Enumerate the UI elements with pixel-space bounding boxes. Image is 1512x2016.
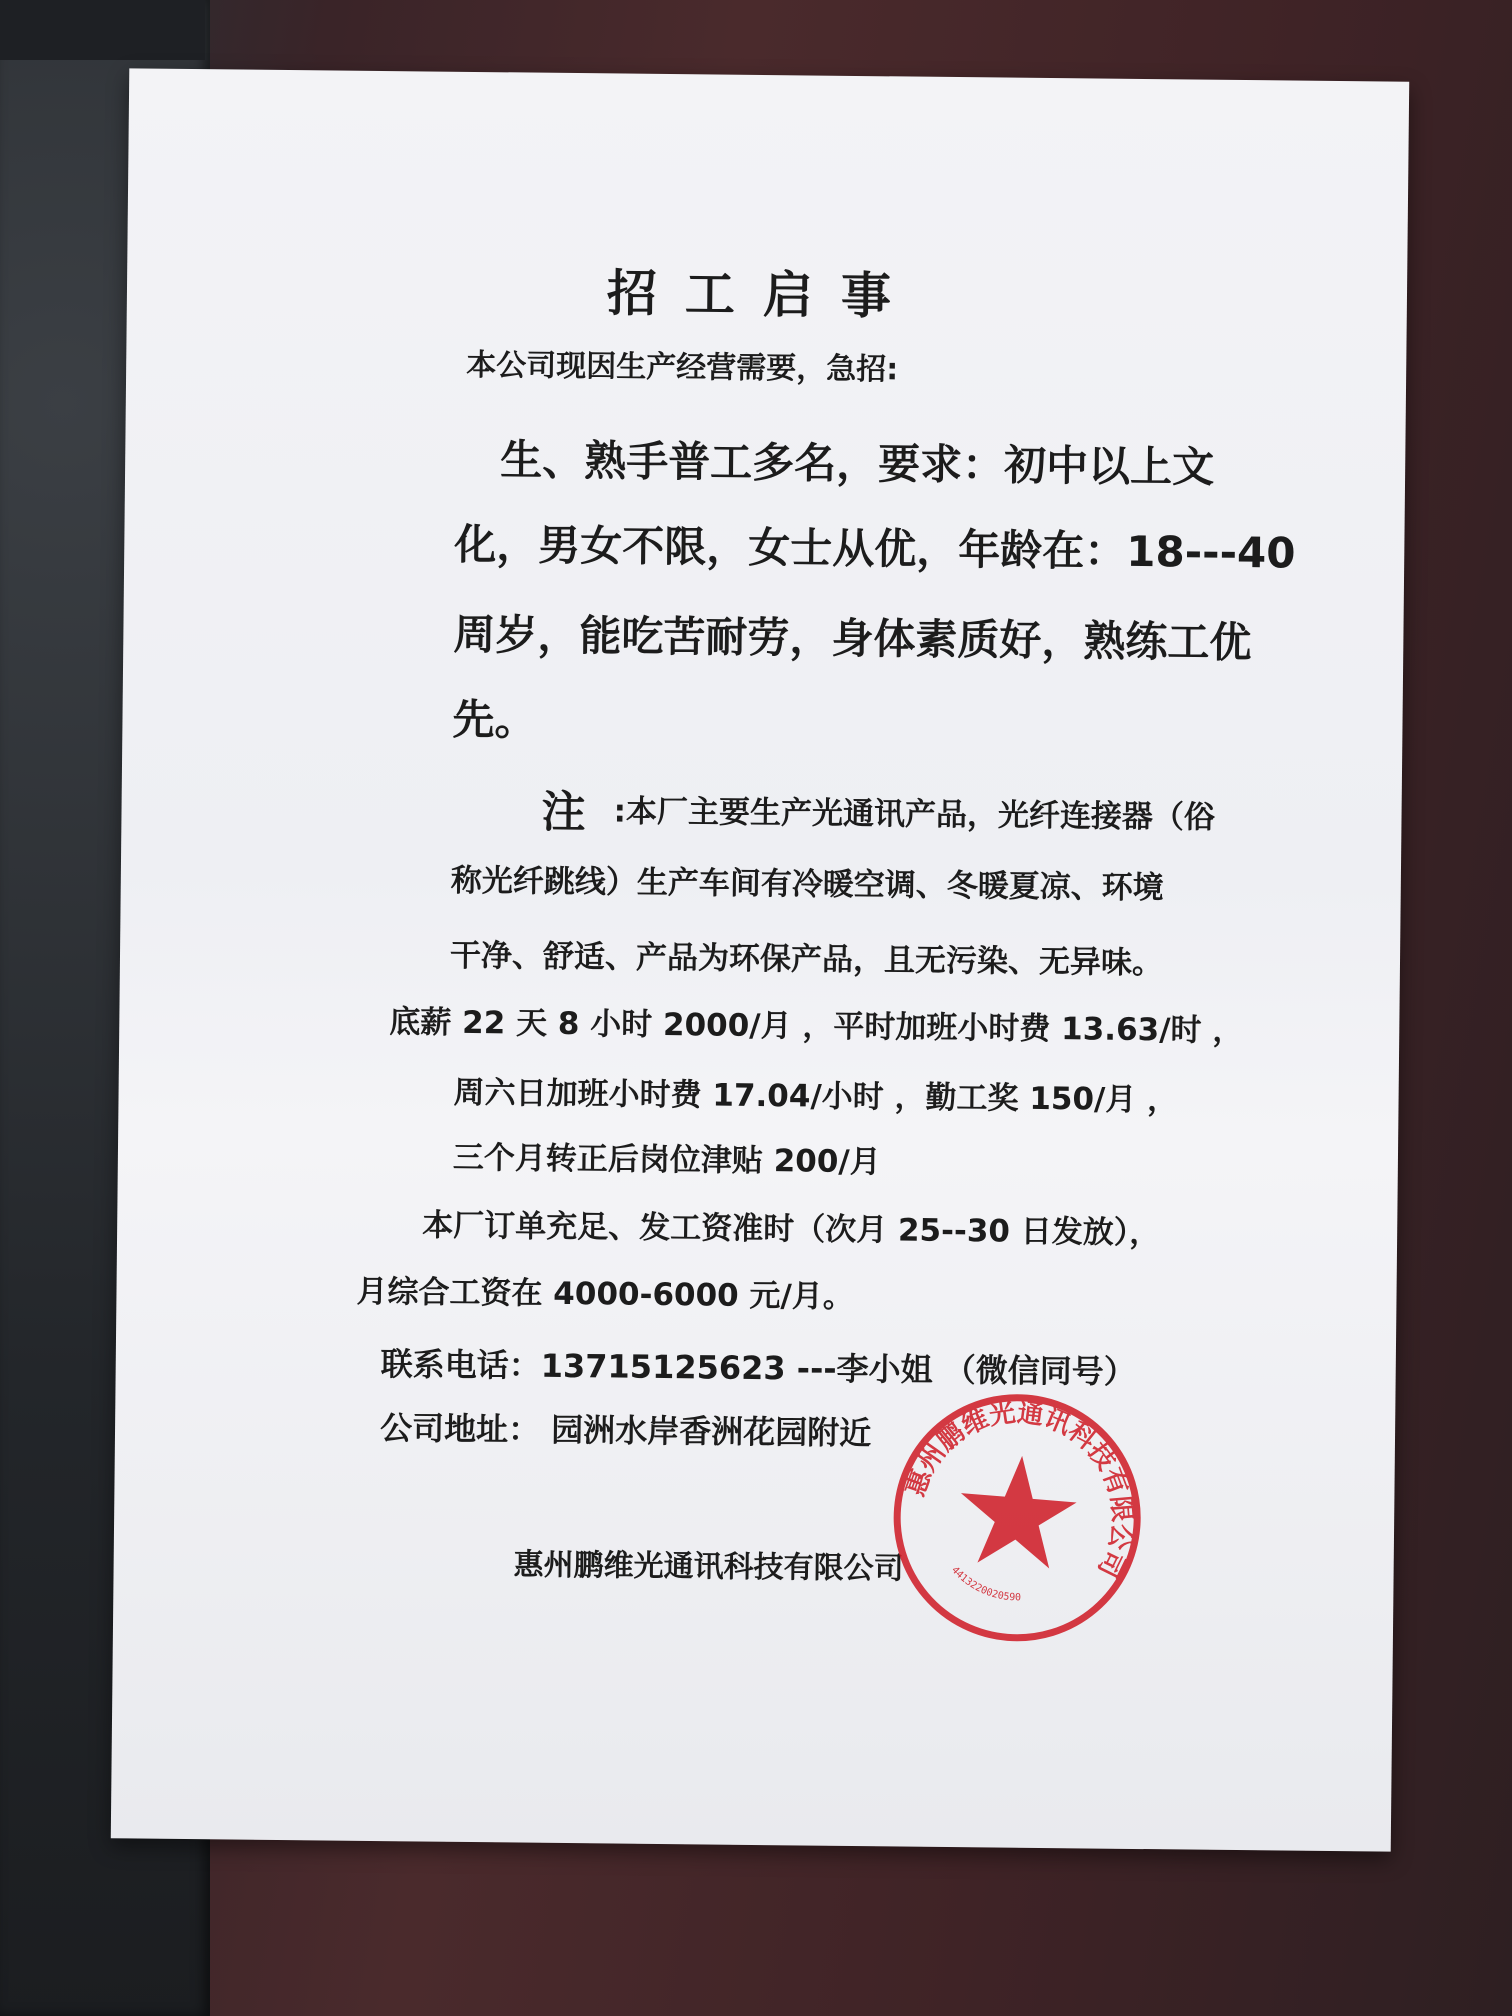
note-line: :本厂主要生产光通讯产品，光纤连接器（俗 xyxy=(613,793,1216,836)
pay-line: 周六日加班小时费 17.04/小时 ，勤工奖 150/月 ， xyxy=(453,1074,1179,1119)
company-seal-stamp xyxy=(877,1378,1157,1658)
seal-number: 4413220020590 xyxy=(949,1564,1022,1604)
contact-phone: 联系电话：13715125623 ---李小姐 （微信同号） xyxy=(380,1345,1136,1391)
requirement-line: 先。 xyxy=(452,694,537,745)
note-line: 称光纤跳线）生产车间有冷暖空调、冬暖夏凉、环境 xyxy=(450,862,1164,907)
pay-line: 底薪 22 天 8 小时 2000/月 ，平时加班小时费 13.63/时 ， xyxy=(389,1004,1244,1050)
notice-title: 招工启事 xyxy=(606,264,920,326)
monthly-wage: 月综合工资在 4000-6000 元/月。 xyxy=(356,1273,855,1315)
order-line: 本厂订单充足、发工资准时（次月 25--30 日发放）， xyxy=(422,1207,1161,1252)
note-line: 干净、舒适、产品为环保产品，且无污染、无异味。 xyxy=(449,937,1164,982)
note-label: 注 xyxy=(541,786,586,839)
leather-folder-top xyxy=(0,0,205,60)
company-address: 公司地址： 园洲水岸香洲花园附近 xyxy=(379,1409,872,1453)
company-name: 惠州鹏维光通讯科技有限公司 xyxy=(513,1547,904,1587)
pay-line: 三个月转正后岗位津贴 200/月 xyxy=(452,1139,881,1181)
seal-star-icon xyxy=(956,1451,1080,1570)
notice-intro: 本公司现因生产经营需要，急招: xyxy=(466,347,899,388)
requirement-line: 生、熟手普工多名，要求：初中以上文 xyxy=(499,435,1215,492)
requirement-line: 化，男女不限，女士从优，年龄在：18---40 xyxy=(454,519,1296,578)
requirement-line: 周岁，能吃苦耐劳，身体素质好，熟练工优 xyxy=(453,609,1252,668)
seal-text: 惠州鹏维光通讯科技有限公司 xyxy=(900,1398,1137,1582)
recruitment-notice-paper xyxy=(111,68,1409,1851)
